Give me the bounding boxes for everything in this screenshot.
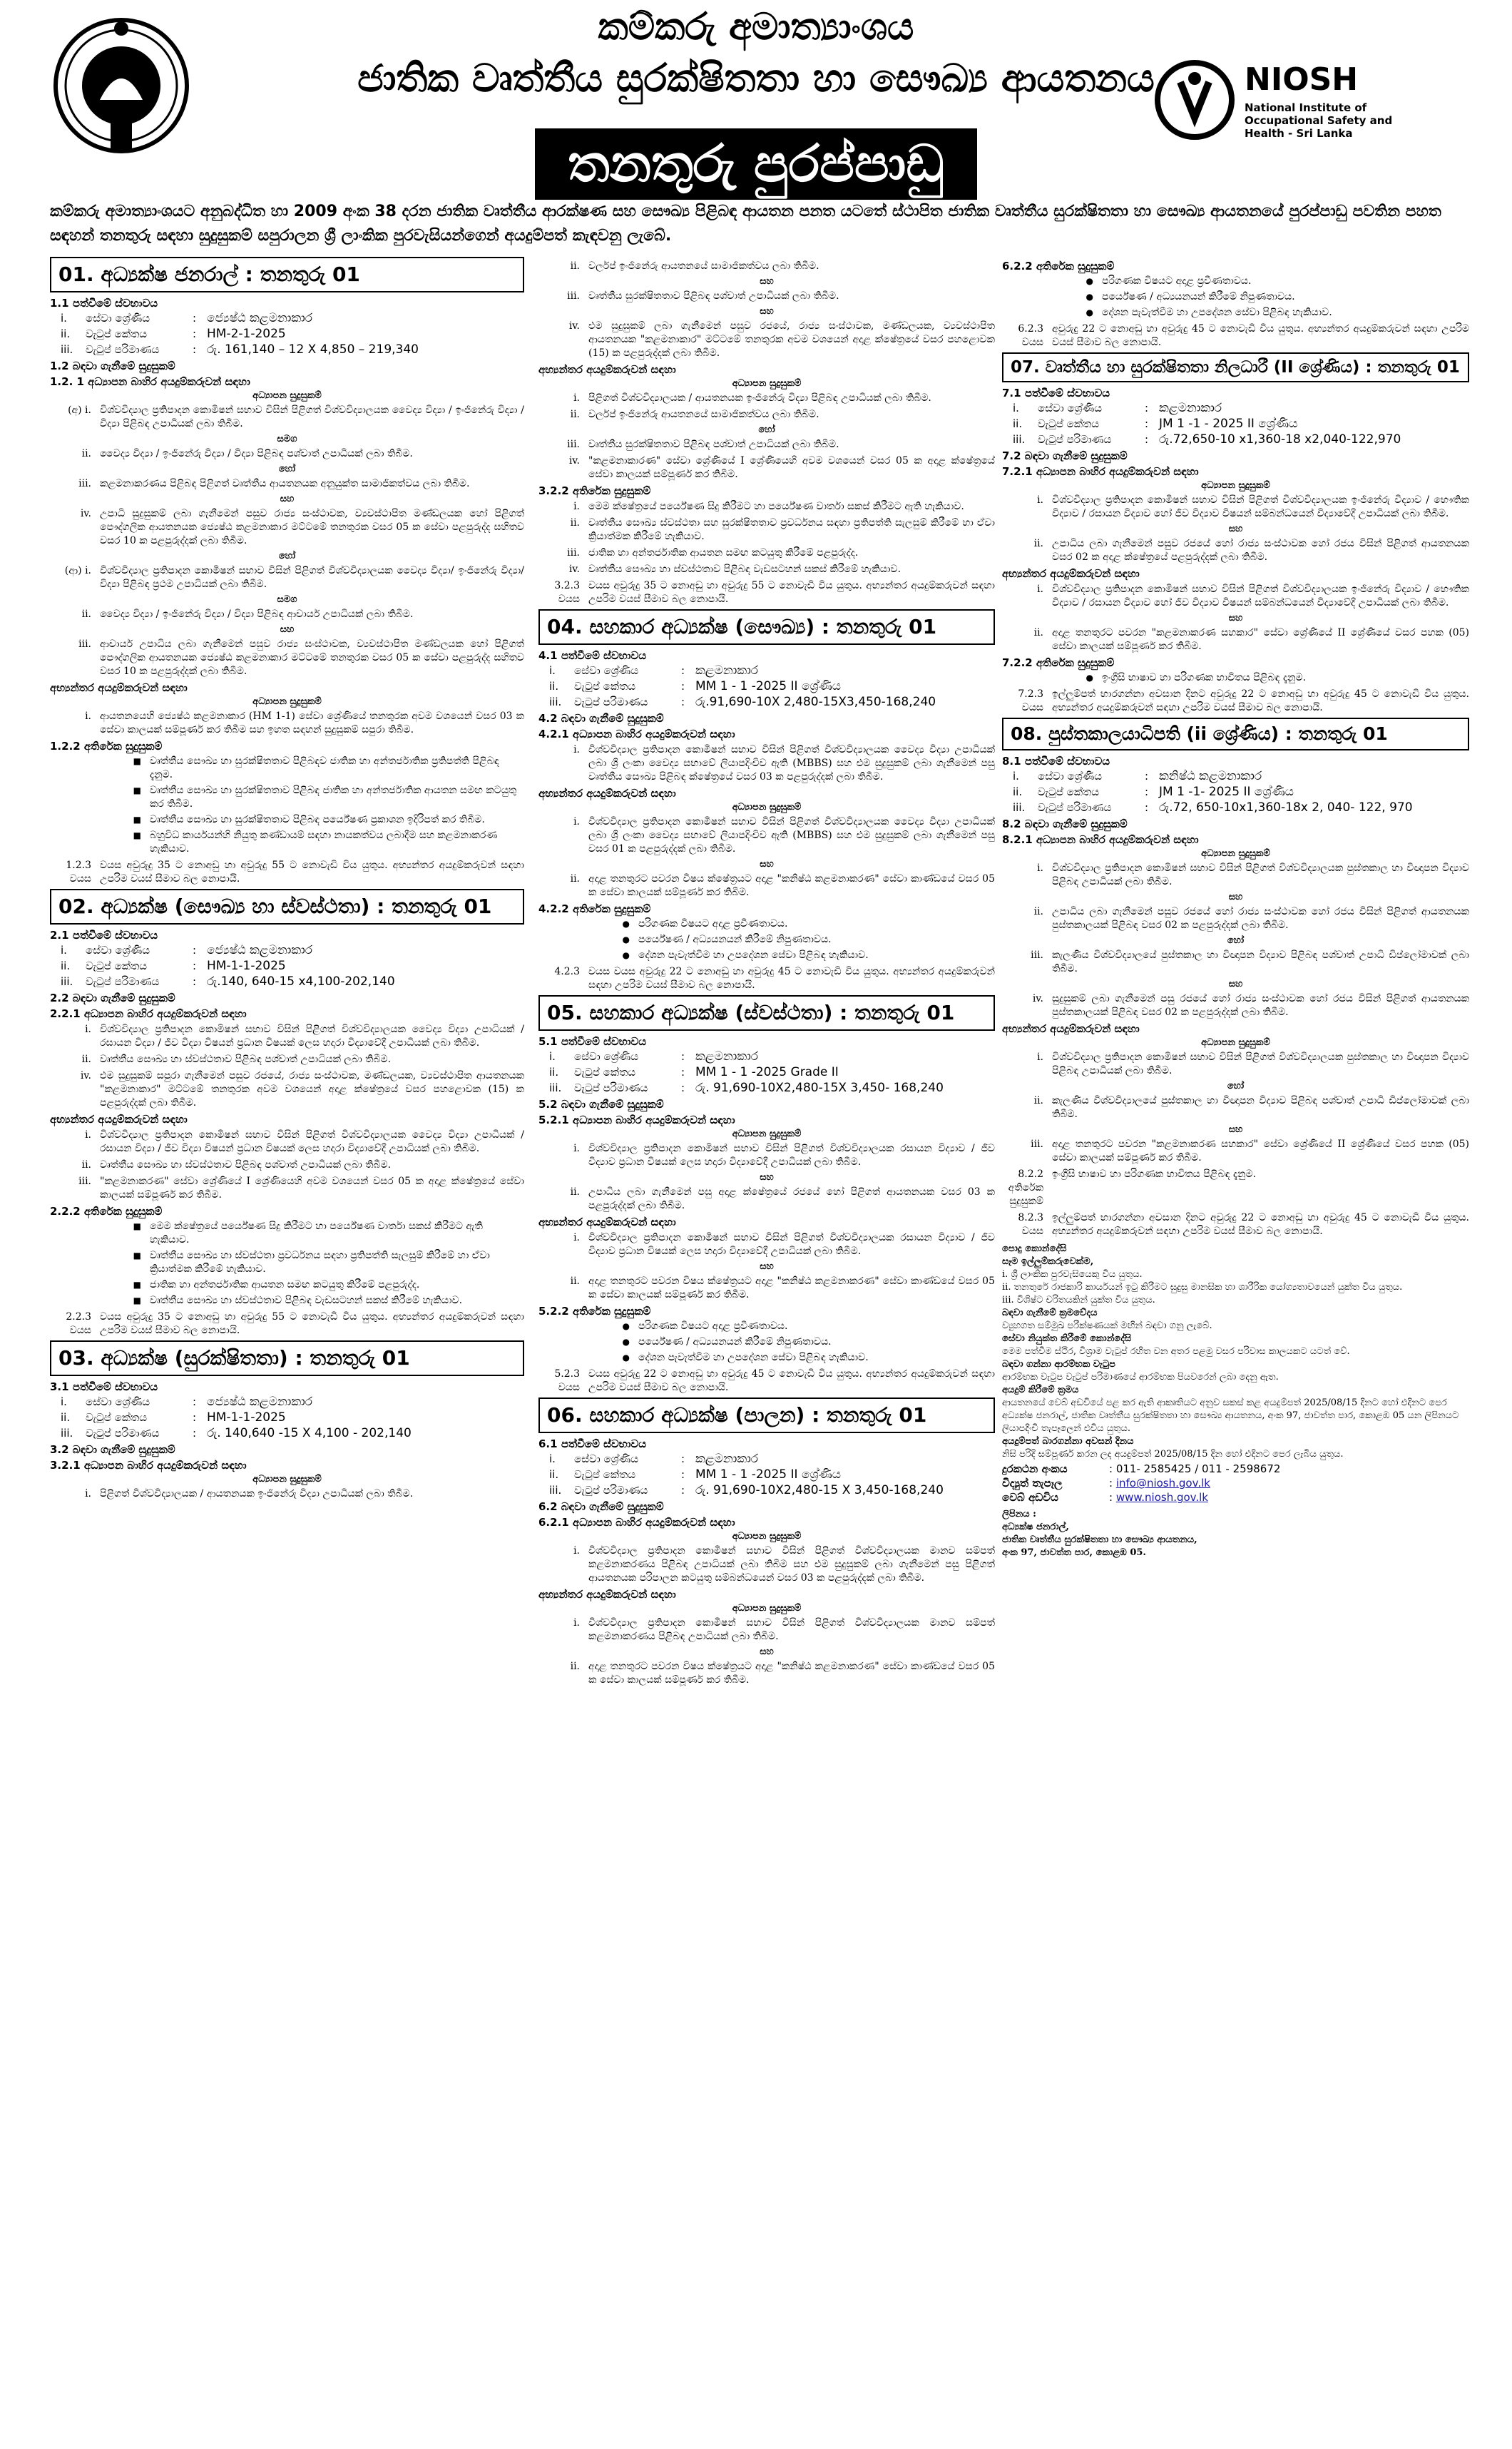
niosh-logo [1152,57,1423,150]
email-link[interactable]: info@niosh.gov.lk [1115,1477,1210,1490]
address-block [1002,1508,1469,1559]
sub-label: 1.2. 1 අධ්‍යාපන බාහිර අයදුම්කරුවන් සඳහා [50,375,250,388]
age-row: 4.2.3 වයස වයස අවුරුදු 22 ට නොඅඩු හා අවුරුදු 45 ට නොවැඩි විය යුතුය. අභ්‍යන්තර අයදුම්කරුවන් සඳහා උපරිම වයස් සීමාව බල නොපායි. [554,966,995,991]
sub-heading: අධ්‍යාපන සුදුසුකම් [1201,848,1270,859]
contact-phone: දුරකථන අංකය : 011- 2585425 / 011 - 2598672 [1002,1462,1281,1475]
list-item: ■ වෘත්තීය සෞඛ්‍ය හා ස්වස්ථතා ප්‍රවර්ධනය සඳහා ප්‍රතිපත්ති සැලසුම් කිරීමේ හා ඒවා ක්‍රියාත්මක කිරීමේ හැකියාව. [133,1250,490,1275]
list-item: iii. අදාළ තනතුරට පවරන "කළමනාකරණ සහකාර" සේවා ශ්‍රේණියේ II ශ්‍රේණියේ වසර පහක (05) සේවා කාලයක් සම්පූර්ණ කර තිබීම. [1031,1139,1469,1164]
list-item: i. ආයතනයෙහි ජ්‍යෙෂ්ඨ කළමනාකාර (HM 1-1) සේවා ශ්‍රේණියේ තනතුරක අවම වශයෙන් වසර 03 ක සේවා කාලයක් සම්පූර්ණ කර තිබීම සහ ඉහත සඳහන් සුදුසුකම් සපුරා තිබීම. [85,711,524,735]
sub-label: 8.1 පත්වීමේ ස්වභාවය [1002,755,1110,768]
list-item: ii. උපාධිය ලබා ගැනීමෙන් පසුව රජයේ හෝ රාජ්‍ය සංස්ථාවක හෝ රජය විසින් පිළිගත් ආයතනයක පුස්තකාලයක් පිළිබඳ වසර 02 ක පළපුරුද්දක් ලබා තිබීම. [1033,906,1469,931]
sub-label: 7.2 බඳවා ගැනීමේ සුදුසුකම් [1002,449,1128,462]
how-heading: අයදුම් කිරීමේ ක්‍රමය [1002,1385,1079,1395]
sub-label: 2.2 බඳවා ගැනීමේ සුදුසුකම් [50,992,175,1004]
sub-label: 6.2.1 අධ්‍යාපන බාහිර අයදුම්කරුවන් සඳහා [538,1516,735,1529]
list-item: i. විශ්වවිද්‍යාල ප්‍රතිපාදන කොමිෂන් සභාව විසින් පිළිගත් විශ්වවිද්‍යාලයක මානව සම්පත් කළමනාකරණය පිළිබඳ උපාධියක් ලබා තිබීම. [573,1617,995,1642]
list-item: i. විශ්වවිද්‍යාල ප්‍රතිපාදන කොමිෂන් සභාව විසින් පිළිගත් විශ්වවිද්‍යාලයක වෛද්‍ය විද්‍යා උපාධියක් ලබා ශ්‍රී ලංකා වෛද්‍ය සභාවේ ලියාපදිංචිව ඇති (MBBS) සහ එම සුදුසුකම් ලබා ගැනීමෙන් පසු වසර 01 ක පළපුරුද්දක් ලබා තිබීම. [573,816,995,855]
sub-label: අභ්‍යන්තර අයදුම්කරුවන් සඳහා [538,1588,676,1601]
connector: සහ [760,306,774,317]
age-row: 3.2.3 වයස වයස අවුරුදු 35 ට නොඅඩු හා අවුරුදු 55 ට නොවැඩි විය යුතුය. අභ්‍යන්තර අයදුම්කරුවන් සඳහා උපරිම වයස් සීමාව බල නොපායි. [554,580,995,605]
sub-label: 4.2 බඳවා ගැනීමේ සුදුසුකම් [538,712,664,725]
sub-label: 4.2.2 අතිරේක සුදුසුකම් [538,902,651,915]
list-item: ● පර්යේෂණ / අධ්‍යයනයන් කිරීමේ නිපුණතාවය. [622,934,832,945]
sub-label: 1.2 බඳවා ගැනීමේ සුදුසුකම් [50,360,175,372]
salary-heading: බඳවා ගන්නා ආරම්භක වැටුප [1002,1359,1115,1370]
table-row: ii. වැටුප් කේතය : HM-2-1-2025 [61,327,286,341]
table-row: ii. වැටුප් කේතය : JM 1 -1 - 2025 II ශ්‍රේණිය [1013,417,1298,431]
table-row: ii. වැටුප් කේතය : HM-1-1-2025 [61,1410,286,1425]
list-item: ● දේශන පැවැත්වීම හා උපදේශන සේවා පිළිබඳ හැකියාව. [1086,307,1332,318]
sub-label: අභ්‍යන්තර අයදුම්කරුවන් සඳහා [1002,1022,1140,1035]
list-item: i. විශ්වවිද්‍යාල ප්‍රතිපාදන කොමිෂන් සභාව විසින් පිළිගත් විශ්වවිද්‍යාලයක වෛද්‍ය විද්‍යා උපාධියක් / රසායන විද්‍යා / ජීව විද්‍යා විෂයන් ප්‍රධාන විෂයක් ලෙස හදාරා විද්‍යාවේදී උපාධියක් ලබා තිබීම. [85,1129,524,1154]
page-title: තනතුරු පුරප්පාඩු [535,128,977,200]
list-item: i. පිළිගත් විශ්වවිද්‍යාලයක / ආයතනයක ඉංජිනේරු විද්‍යා පිළිබඳ උපාධියක් ලබා තිබීම. [573,392,931,404]
table-row: ii. වැටුප් කේතය : JM 1 -1- 2025 II ශ්‍රේණිය [1013,785,1294,799]
connector: සහ [1228,892,1243,902]
list-item: ii. අදාළ තනතුරට පවරන විෂය ක්ෂේත්‍රයට අදාළ "කනිෂ්ඨ කළමනාකරණ" සේවා කාණ්ඩයේ වසර 05 ක සේවා කාලයක් සම්පූර්ණ කර තිබීම. [570,1276,995,1300]
connector: සහ [760,1646,774,1657]
list-item: i. මෙම ක්ෂේත්‍රයේ පර්යේෂණ සිදු කිරීමට හා පර්යේෂණ වාර්තා සකස් කිරීමට ඇති හැකියාව. [573,501,964,512]
list-item: ii. වෘත්තීය සෞඛ්‍ය හා ස්වස්ථතාව පිළිබඳ පශ්චාත් උපාධියක් ලබා තිබීම. [81,1159,392,1171]
sub-label: 3.2 බඳවා ගැනීමේ සුදුසුකම් [50,1443,175,1456]
contact-web: වෙබ් අඩවිය : www.niosh.gov.lk [1002,1491,1208,1504]
section-heading: 03. අධ්‍යක්ෂ (සුරක්ෂිතතා) : තනතුරු 01 [50,1340,524,1376]
list-item: ii. වෘත්තීය සෞඛ්‍ය හා ස්වස්ථතාව පිළිබඳ පශ්චාත් උපාධියක් ලබා තිබීම. [81,1054,392,1065]
section-heading: 05. සහකාර අධ්‍යක්ෂ (ස්වස්ථතා) : තනතුරු 01 [538,995,995,1031]
table-row: iii. වැටුප් පරිමාණය : රු.72, 650-10x1,360-18x 2, 040- 122, 970 [1013,800,1413,815]
sub-label: අභ්‍යන්තර අයදුම්කරුවන් සඳහා [538,363,676,376]
list-item: i. විශ්වවිද්‍යාල ප්‍රතිපාදන කොමිෂන් සභාව විසින් පිළිගත් විශ්වවිද්‍යාලයක වෛද්‍ය විද්‍යා උපාධියක් / රසායන විද්‍යා / ජීව විද්‍යා විෂයන් ප්‍රධාන විෂයක් ලෙස හදාරා විද්‍යාවේදී උපාධියක් ලබා තිබීම. [85,1024,524,1049]
list-item: ● පර්යේෂණ / අධ්‍යයනයන් කිරීමේ නිපුණතාවය. [1086,291,1295,302]
sub-heading: අධ්‍යාපන සුදුසුකම් [732,1603,802,1614]
connector: සහ [760,1261,774,1272]
address-line: ජාතික වෘත්තීය සුරක්ෂිතතා හා සෞඛ්‍ය ආයතනය, [1002,1534,1197,1545]
how-text: ආයතනයේ වෙබ් අඩවියේ පළ කර ඇති ආකෘතියට අනුව සකස් කළ අයදුම්පත් 2025/08/15 දිනට හෝ එදිනට පෙර අධ්‍යක්ෂ ජනරාල්, ජාතික වෘත්තීය සුරක්ෂිතතා හා සෞඛ්‍ය ආයතනය, අංක 97, ජාවත්ත පාර, කොළඹ 05 යන ලිපිනයට ලියාපදිංචි තැපෑලෙන් එවිය යුතුය. [1002,1397,1459,1434]
list-item: iv. වෘත්තීය සෞඛ්‍ය හා ස්වස්ථතාව පිළිබඳ වැඩසටහන් සකස් කිරීමේ හැකියාව. [568,564,901,575]
list-item: iii. ආචාර්ය උපාධිය ලබා ගැනීමෙන් පසුව රාජ්‍ය සංස්ථාවක, ව්‍යවස්ථාපිත මණ්ඩලයක හෝ පිළිගත් පෞද්ගලික ආයතනයක ජ්‍යෙෂ්ඨ කළමනාකාර මට්ටමේ තනතුරක වසර 05 ක සේවා පළපුරුද්ද සහිතව වසර 10 ක පළපුරුද්දක් ලබා තිබීම. [78,638,524,677]
connector: හෝ [1227,1081,1245,1091]
sub-label: 4.1 පත්වීමේ ස්වභාවය [538,649,647,662]
table-row: ii. වැටුප් කේතය : MM 1 - 1 -2025 Grade II [549,1065,839,1079]
sub-heading: අධ්‍යාපන සුදුසුකම් [732,1129,802,1139]
table-row: iii. වැටුප් පරිමාණය : රු. 161,140 – 12 X 4,850 – 219,340 [61,342,419,357]
age-row: 8.2.3 වයස ඉල්ලුම්පත් භාරගන්නා අවසාන දිනට අවුරුදු 22 ට නොඅඩු හා අවුරුදු 45 ට නොවැඩි විය යුතුය. අභ්‍යන්තර අයදුම්කරුවන් සඳහා උපරිම වයස් සීමාව බල නොපායි. [1018,1212,1469,1237]
list-item: iii. වෘත්තීය සුරක්ෂිතතාව පිළිබඳ පශ්චාත් උපාධියක් ලබා තිබීම. [567,439,839,450]
list-item: ● පර්යේෂණ / අධ්‍යයනයන් කිරීමේ නිපුණතාවය. [622,1336,832,1348]
list-item: ■ වෘත්තීය සෞඛ්‍ය හා සුරක්ෂිතතාව පිළිබඳව ජාතික හා අන්තර්ජාතික ප්‍රතිපත්ති පිළිබඳ දැනුම. [133,755,499,780]
sub-label: 5.2.2 අතිරේක සුදුසුකම් [538,1305,651,1318]
sub-label: අභ්‍යන්තර අයදුම්කරුවන් සඳහා [1002,567,1140,580]
table-row: i. සේවා ශ්‍රේණිය : ජ්‍යෙෂ්ඨ කළමනාකාර [61,943,313,957]
table-row: iii. වැටුප් පරිමාණය : රු. 91,690-10X2,480-15 X 3,450-168,240 [549,1483,944,1497]
list-item: ■ වෘත්තීය සෞඛ්‍ය හා ස්වස්ථතාව පිළිබඳ වැඩසටහන් සකස් කිරීමේ හැකියාව. [133,1295,463,1306]
list-item: ii. වෘත්තීය සෞඛ්‍ය ස්වස්ථතා සහ සුරක්ෂිතතාව ප්‍රවර්ධනය සඳහා ප්‍රතිපත්ති සැලසුම් කිරීමේ හා ඒවා ක්‍රියාත්මක කිරීමේ හැකියාව. [570,517,995,542]
conditions-heading: පොදු කොන්දේසි [1002,1243,1067,1254]
connector: සමග [277,594,297,605]
connector: සහ [760,859,774,870]
sub-label: 6.2 බඳවා ගැනීමේ සුදුසුකම් [538,1500,664,1513]
list-item: iv. එම සුදුසුකම් සපුරා ගැනීමෙන් පසුව රජයේ, රාජ්‍ය සංස්ථාවක, මණ්ඩලයක, ව්‍යවස්ථාපිත ආයතනයක "කළමනාකාර" මට්ටමේ තනතුරක අවම වශයෙන් අදාළ ක්ෂේත්‍රයේ වසර පහළොවක (15) ක පළපුරුද්දක් ලබා තිබීම. [80,1070,524,1109]
list-item: ● ඉංග්‍රීසි භාෂාව හා පරිගණක භාවිතය පිළිබඳ දැනුම. [1086,672,1307,683]
list-item: iv. එම සුදුසුකම් ලබා ගැනීමෙන් පසුව රජයේ, රාජ්‍ය සංස්ථාවක, මණ්ඩලයක, ව්‍යවස්ථාපිත ආයතනයක "කළමනාකාර" මට්ටමේ තනතුරක අවම වශයෙන් අදාළ ක්ෂේත්‍රයේ වසර පහළොවක (15) ක පළපුරුද්දක් ලබා තිබීම. [568,320,995,359]
list-item: ● පරිගණක විෂයට අදාළ ප්‍රවීණතාවය. [622,918,788,930]
connector: සහ [1228,524,1243,534]
intro-text: කම්කරු අමාත්‍යාංශයට අනුබද්ධිත හා 2009 අංක 38 දරන ජාතික වෘත්තීය ආරක්ෂණ සහ සෞඛ්‍ය පිළිබඳ ආයතන පනත යටතේ ස්ථාපිත ජාතික වෘත්තීය සුරක්ෂිතතා හා සෞඛ්‍ය ආයතනයේ පුරප්පාඩු පවතින පහත සඳහන් තනතුරු සඳහා සුදුසුකම් සපුරාලන ශ්‍රී ලාංකික පුරවැසියන්ගෙන් අයදුම්පත් කැඳවනු ලැබේ. [50,203,1441,245]
table-row: iii. වැටුප් පරිමාණය : රු.140, 640-15 x4,100-202,140 [61,974,395,989]
connector: හෝ [278,464,296,474]
deadline-text: නිසි පරිදි සම්පූර්ණ කරන ලද අයදුම්පත් 2025/08/15 දින හෝ එදිනට පෙර ලැබිය යුතුය. [1002,1449,1344,1460]
connector: සහ [280,624,295,635]
table-row: i. සේවා ශ්‍රේණිය : කළමනාකාර [549,1452,759,1466]
list-item: i. විශ්වවිද්‍යාල ප්‍රතිපාදන කොමිෂන් සභාව විසින් පිළිගත් විශ්වවිද්‍යාලයක වෛද්‍ය විද්‍යා උපාධියක් ලබා ශ්‍රී ලංකා වෛද්‍ය සභාවේ ලියාපදිංචිව ඇති (MBBS) සහ එම සුදුසුකම් ලබා ගැනීමෙන් පසු වෘත්තීය සෞඛ්‍ය පිළිබඳ ක්ෂේත්‍රයේ වසර 03 ක පළපුරුද්දක් ලබා තිබීම. [573,744,995,783]
table-row: i. සේවා ශ්‍රේණිය : කළමනාකාර [549,1049,759,1064]
list-item: ● දේශන පැවැත්වීම හා උපදේශන සේවා පිළිබඳ හැකියාව. [622,1352,869,1363]
method-text: ව්‍යුහගත සම්මුඛ පරීක්ෂණයක් මඟින් බඳවා ගනු ලැබේ. [1002,1320,1212,1331]
list-item: i. විශ්වවිද්‍යාල ප්‍රතිපාදන කොමිෂන් සභාව විසින් පිළිගත් විශ්වවිද්‍යාලයක රසායන විද්‍යාව / ජීව විද්‍යාව ප්‍රධාන විෂයක් ලෙස හදාරා විද්‍යාවේදී උපාධියක් ලබා තිබීම. [573,1143,995,1168]
list-item: 8.2.2 අතිරේක සුදුසුකම් ඉංග්‍රීසි භාෂාව හා පරිගණක භාවිතය පිළිබඳ දැනුම. [1008,1169,1257,1207]
sub-label: 5.2 බඳවා ගැනීමේ සුදුසුකම් [538,1098,664,1111]
list-item: iii. විශිෂ්ට චරිතයකින් යුක්ත විය යුතුය. [1002,1295,1155,1305]
connector: සහ [280,494,295,504]
address-line: අංක 97, ජාවත්ත පාර, කොළඹ 05. [1002,1547,1146,1558]
table-row: i. සේවා ශ්‍රේණිය : ජ්‍යෙෂ්ඨ කළමනාකාර [61,311,313,325]
list-item: ii. කැලණිය විශ්වවිද්‍යාලයේ පුස්තකාල හා විඥාපන විද්‍යාව පිළිබඳ පශ්චාත් උපාධි ඩිප්ලෝමාවක් ලබා තිබීම. [1033,1095,1469,1120]
table-row: i. සේවා ශ්‍රේණිය : ජ්‍යෙෂ්ඨ කළමනාකාර [61,1395,313,1409]
section-heading: 07. වෘත්තීය හා සුරක්ෂිතතා නිලධාරී (II ශ්‍රේණිය) : තනතුරු 01 [1002,352,1469,382]
salary-text: ආරම්භක වැටුප වැටුප් පරිමාණයේ ආරම්භක පියවරෙන් ලබා දෙනු ඇත. [1002,1372,1279,1383]
list-item: iv. සුදුසුකම් ලබා ගැනීමෙන් පසු රජයේ හෝ රාජ්‍ය සංස්ථාවක හෝ රජය විසින් පිළිගත් ආයතනයක පුස්තකාලයක් පිළිබඳ වසර 02 ක පළපුරුද්දක් ලබා තිබීම. [1032,993,1469,1018]
ministry-name: කම්කරු අමාත්‍යාංශය [598,6,914,49]
list-item: ● දේශන පැවැත්වීම හා උපදේශන සේවා පිළිබඳ හැකියාව. [622,949,869,961]
connector: හෝ [758,424,775,435]
eligible-heading: සෑම ඉල්ලුම්කරුවෙක්ම, [1002,1256,1094,1267]
sub-heading: අධ්‍යාපන සුදුසුකම් [732,802,802,813]
website-link[interactable]: www.niosh.gov.lk [1115,1491,1208,1504]
list-item: ■ ජාතික හා අන්තර්ජාතික ආයතන සමඟ කටයුතු කිරීමේ පළපුරුද්ද. [133,1279,420,1290]
table-row: ii. වැටුප් කේතය : HM-1-1-2025 [61,959,286,973]
list-item: ii. උපාධිය ලබා ගැනීමෙන් පසුව රජයේ හෝ රාජ්‍ය සංස්ථාවක හෝ රජය විසින් පිළිගත් ආයතනයක වසර 02 ක අදාළ ක්ෂේත්‍රයේ පළපුරුද්දක් ලබා තිබීම. [1033,538,1469,563]
sub-label: 3.2.2 අතිරේක සුදුසුකම් [538,484,651,497]
address-label: ලිපිනය : [1002,1509,1036,1519]
section-heading: 04. සහකාර අධ්‍යක්ෂ (සෞඛ්‍ය) : තනතුරු 01 [538,609,995,645]
list-item: ii. වෛද්‍ය විද්‍යා / ඉංජිනේරු විද්‍යා / විද්‍යා පිළිබඳ පශ්චාත් උපාධියක් ලබා තිබීම. [81,448,413,459]
sub-label: 2.2.1 අධ්‍යාපන බාහිර අයදුම්කරුවන් සඳහා [50,1007,247,1020]
list-item: iv. උපාධි සුදුසුකම් ලබා ගැනීමෙන් පසුව රාජ්‍ය සංස්ථාවක, ව්‍යවස්ථාපිත මණ්ඩලයක හෝ පිළිගත් පෞද්ගලික ආයතනයක ජ්‍යෙෂ්ඨ කළමනාකාර මට්ටමේ තනතුරක වසර 05 ක සේවා පළපුරුද්ද සහිතව වසර 10 ක පළපුරුද්දක් ලබා තිබීම. [80,508,524,546]
sub-label: 6.2.2 අතිරේක සුදුසුකම් [1002,260,1115,273]
sub-label: 7.1 පත්වීමේ ස්වභාවය [1002,387,1110,399]
table-row: i. සේවා ශ්‍රේණිය : කනිෂ්ඨ කළමනාකාර [1013,769,1262,783]
list-item: (අ) i. විශ්වවිද්‍යාල ප්‍රතිපාදන කොමිෂන් සභාව විසින් පිළිගත් විශ්වවිද්‍යාලයක වෛද්‍ය විද්‍යා / ඉංජිනේරු විද්‍යා / විද්‍යා පිළිබඳ උපාධියක් ලබා තිබීම. [68,404,524,429]
section-heading: 08. පුස්තකාලයාධිපති (ii ශ්‍රේණිය) : තනතුරු 01 [1002,718,1469,750]
list-item: ■ වෘත්තීය සෞඛ්‍ය හා සුරක්ෂිතතාව පිළිබඳ පර්යේෂණ ප්‍රකාශන ඉදිරිපත් කර තිබීම. [133,814,485,825]
sub-label: 2.2.2 අතිරේක සුදුසුකම් [50,1205,163,1218]
list-item: ii. වර්ලප් ඉංජිනේරු ආයතනයේ සාමාජිකත්වය ලබා තිබීම. [570,260,819,272]
sub-label: 5.2.1 අධ්‍යාපන බාහිර අයදුම්කරුවන් සඳහා [538,1114,735,1126]
sub-label: 1.2.2 අතිරේක සුදුසුකම් [50,740,163,753]
connector: සහ [760,1172,774,1183]
connector: සහ [760,276,774,287]
sub-label: අභ්‍යන්තර අයදුම්කරුවන් සඳහා [538,1216,676,1228]
sub-label: 2.1 පත්වීමේ ස්වභාවය [50,929,158,942]
table-row: iii. වැටුප් පරිමාණය : රු.91,690-10X 2,480-15X3,450-168,240 [549,695,936,709]
list-item: iii. කළමනාකරණය පිළිබඳ පිළිගත් වෘත්තීය ආයතනයක අනුයුක්ත සාමාජිකත්වය ලබා තිබීම. [78,478,470,489]
general-conditions [1002,1243,1469,1461]
column-middle [538,257,995,1690]
list-item: ii. තනතුරේ රාජකාරි කාර්යයන් ඉටු කිරීමට සුදුසු මානසික හා ශාරීරික යෝග්‍යතාවයෙන් යුක්ත විය යුතුය. [1002,1282,1403,1293]
sub-label: 4.2.1 අධ්‍යාපන බාහිර අයදුම්කරුවන් සඳහා [538,728,735,740]
address-line: අධ්‍යක්ෂ ජනරාල්, [1002,1522,1069,1532]
list-item: ■ මෙම ක්ෂේත්‍රයේ පර්යේෂණ සිදු කිරීමට හා පර්යේෂණ වාර්තා සකස් කිරීමට ඇති හැකියාව. [133,1221,483,1246]
list-item: i. විශ්වවිද්‍යාල ප්‍රතිපාදන කොමිෂන් සභාව විසින් පිළිගත් විශ්වවිද්‍යාලයක ඉංජිනේරු විද්‍යාව / භෞතික විද්‍යාව / රසායන විද්‍යාව හෝ ජීව විද්‍යාව විෂයන් සම්බන්ධයෙන් විද්‍යාවේදී උපාධියක් ලබා තිබීම. [1037,494,1469,519]
institute-name: ජාතික වෘත්තීය සුරක්ෂිතතා හා සෞඛ්‍ය ආයතනය [357,56,1155,101]
sub-label: අභ්‍යන්තර අයදුම්කරුවන් සඳහා [50,1113,188,1126]
connector: සහ [1228,613,1243,623]
list-item: ● පරිගණක විෂයට අදාළ ප්‍රවීණතාවය. [622,1320,788,1332]
table-row: iii. වැටුප් පරිමාණය : රු. 140,640 -15 X 4,100 - 202,140 [61,1426,412,1440]
sub-heading: අධ්‍යාපන සුදුසුකම් [1201,480,1270,491]
list-item: ii. වර්ලප් ඉංජිනේරු ආයතනයේ සාමාජිකත්වය ලබා තිබීම. [570,409,819,420]
list-item: i. විශ්වවිද්‍යාල ප්‍රතිපාදන කොමිෂන් සභාව විසින් පිළිගත් විශ්වවිද්‍යාලයක ඉංජිනේරු විද්‍යාව / භෞතික විද්‍යාව / රසායන විද්‍යාව හෝ ජීව විද්‍යාව විෂයන් සම්බන්ධයෙන් විද්‍යාවේදී උපාධියක් ලබා තිබීම. [1037,584,1469,609]
page-header [0,0,1512,207]
connector: හෝ [278,551,296,561]
list-item: i. විශ්වවිද්‍යාල ප්‍රතිපාදන කොමිෂන් සභාව විසින් පිළිගත් විශ්වවිද්‍යාලයක මානව සම්පත් කළමනාකරණය පිළිබඳ උපාධියක් ලබා තිබීම සහ එම සුදුසුකම් ලබා ගැනීමෙන් පසු පිළිගත් ආයතනයක පරිපාලන කටයුතු සම්බන්ධයෙන් වසර 03 ක පළපුරුද්දක් ලබා තිබීම. [573,1545,995,1584]
sub-label: 8.2.1 අධ්‍යාපන බාහිර අයදුම්කරුවන් සඳහා [1002,833,1199,846]
table-row: ii. වැටුප් කේතය : MM 1 - 1 -2025 II ශ්‍රේණිය [549,679,841,693]
contact-email: විද්‍යුත් තැපෑල : info@niosh.gov.lk [1002,1477,1210,1490]
sub-label: අභ්‍යන්තර අයදුම්කරුවන් සඳහා [538,787,676,800]
sub-label: 5.1 පත්වීමේ ස්වභාවය [538,1035,647,1048]
age-row: 2.2.3 වයස වයස අවුරුදු 35 ට නොඅඩු හා අවුරුදු 55 ට නොවැඩි විය යුතුය. අභ්‍යන්තර අයදුම්කරුවන් සඳහා උපරිම වයස් සීමාව බල නොපායි. [66,1311,524,1336]
sub-heading: අධ්‍යාපන සුදුසුකම් [252,1474,322,1485]
section-heading: 01. අධ්‍යක්ෂ ජනරාල් : තනතුරු 01 [50,257,524,292]
niosh-fullname: National Institute of Occupational Safety and Health - Sri Lanka [1245,101,1393,140]
list-item: ii. අදාළ තනතුරට පවරන විෂය ක්ෂේත්‍රයට අදාළ "කනිෂ්ඨ කළමනාකරණ" සේවා කාණ්ඩයේ වසර 05 ක සේවා කාලයක් සම්පූර්ණ කර තිබීම. [570,873,995,898]
niosh-name: NIOSH [1245,61,1359,98]
table-row: iii. වැටුප් පරිමාණය : රු.72,650-10 x1,360-18 x2,040-122,970 [1013,432,1401,447]
sub-label: 7.2.2 අතිරේක සුදුසුකම් [1002,656,1115,669]
sub-label: 8.2 බඳවා ගැනීමේ සුදුසුකම් [1002,818,1128,830]
list-item: iii. කැලණිය විශ්වවිද්‍යාලයේ පුස්තකාල හා විඥාපන විද්‍යාව පිළිබඳ පශ්චාත් උපාධි ඩිප්ලෝමාවක් ලබා තිබීම. [1031,949,1469,974]
list-item: iv. "කළමනාකාරණ" සේවා ශ්‍රේණියේ I ශ්‍රේණියෙහි අවම වශයෙන් වසර 05 ක අදාළ ක්ෂේත්‍රයේ සේවා කාලයක් සම්පූර්ණ කර තිබීම. [568,455,995,480]
list-item: i. විශ්වවිද්‍යාල ප්‍රතිපාදන කොමිෂන් සභාව විසින් පිළිගත් විශ්වවිද්‍යාලයක පුස්තකාල හා විඥාපන විද්‍යාව පිළිබඳ උපාධියක් ලබා තිබීම. [1037,1052,1469,1076]
sub-label: 1.1 පත්වීමේ ස්වභාවය [50,297,158,310]
sub-heading: අධ්‍යාපන සුදුසුකම් [1201,1037,1270,1048]
connector: සහ [1228,979,1243,989]
sub-label: 3.2.1 අධ්‍යාපන බාහිර අයදුම්කරුවන් සඳහා [50,1459,247,1472]
list-item: i. විශ්වවිද්‍යාල ප්‍රතිපාදන කොමිෂන් සභාව විසින් පිළිගත් විශ්වවිද්‍යාලයක රසායන විද්‍යාව / ජීව විද්‍යාව ප්‍රධාන විෂයක් ලෙස හදාරා විද්‍යාවේදී උපාධියක් ලබා තිබීම. [573,1232,995,1257]
list-item: i. විශ්වවිද්‍යාල ප්‍රතිපාදන කොමිෂන් සභාව විසින් පිළිගත් විශ්වවිද්‍යාලයක පුස්තකාල හා විඥාපන විද්‍යාව පිළිබඳ උපාධියක් ලබා තිබීම. [1037,862,1469,887]
sub-heading: අධ්‍යාපන සුදුසුකම් [252,696,322,707]
section-heading: 02. අධ්‍යක්ෂ (සෞඛ්‍ය හා ස්වස්ථතා) : තනතුරු 01 [50,889,524,925]
deadline-heading: අයදුම්පත් බාරගන්නා අවසන් දිනය [1002,1436,1134,1447]
connector: සහ [1228,1124,1243,1135]
list-item: iii. වෘත්තීය සුරක්ෂිතතාව පිළිබඳ පශ්චාත් උපාධියක් ලබා තිබීම. [567,290,839,302]
sub-label: 7.2.1 අධ්‍යාපන බාහිර අයදුම්කරුවන් සඳහා [1002,465,1199,478]
list-item: ii. වෛද්‍ය විද්‍යා / ඉංජිනේරු විද්‍යා / විද්‍යා පිළිබඳ ආචාර්ය උපාධියක් ලබා තිබීම. [81,609,414,620]
age-row: 6.2.3 වයස අවුරුදු 22 ට නොඅඩු හා අවුරුදු 45 ට නොවැඩි විය යුතුය. අභ්‍යන්තර අයදුම්කරුවන් සඳහා උපරිම වයස් සීමාව බල නොපායි. [1018,323,1469,348]
list-item: ii. අදාළ තනතුරට පවරන "කළමනාකරණ සහකාර" සේවා ශ්‍රේණියේ II ශ්‍රේණියේ වසර පහක (05) සේවා කාලයක් සම්පූර්ණ කර තිබීම. [1033,627,1469,652]
table-row: i. සේවා ශ්‍රේණිය : කළමනාකාර [1013,401,1222,415]
table-row: iii. වැටුප් පරිමාණය : රු. 91,690-10X2,480-15X 3,450- 168,240 [549,1081,944,1095]
age-row: 5.2.3 වයස වයස අවුරුදු 22 ට නොඅඩු හා අවුරුදු 45 ට නොවැඩි විය යුතුය. අභ්‍යන්තර අයදුම්කරුවන් සඳහා උපරිම වයස් සීමාව බල නොපායි. [554,1368,995,1393]
table-row: i. සේවා ශ්‍රේණිය : කළමනාකාර [549,663,759,678]
service-text: මෙම පත්වීම ස්ථිර, විශ්‍රාම වැටුප් රහිත වන අතර පළමු වසර පරිවාස කාලයකට යටත් වේ. [1002,1346,1350,1357]
age-row: 1.2.3 වයස වයස අවුරුදු 35 ට නොඅඩු හා අවුරුදු 55 ට නොවැඩි විය යුතුය. අභ්‍යන්තර අයදුම්කරුවන් සඳහා උපරිම වයස් සීමාව බල නොපායි. [66,860,524,885]
sub-label: අභ්‍යන්තර අයදුම්කරුවන් සඳහා [50,681,188,694]
connector: සමග [277,434,297,444]
list-item: ■ බහුවිධ කාර්යයන්හි නියුතු කණ්ඩායම් සඳහා නායකත්වය ලබාදීම සහ කළමනාකරණ හැකියාව. [133,830,498,855]
list-item: ii. අදාළ තනතුරට පවරන විෂය ක්ෂේත්‍රයට අදාළ "කනිෂ්ඨ කළමනාකරණ" සේවා කාණ්ඩයේ වසර 05 ක සේවා කාලයක් සම්පූර්ණ කර තිබීම. [570,1661,995,1686]
sub-heading: අධ්‍යාපන සුදුසුකම් [252,390,322,401]
age-row: 7.2.3 වයස ඉල්ලුම්පත් භාරගන්නා අවසාන දිනට අවුරුදු 22 ට නොඅඩු හා අවුරුදු 45 ට නොවැඩි විය යුතුය. අභ්‍යන්තර අයදුම්කරුවන් සඳහා උපරිම වයස් සීමාව බල නොපායි. [1018,688,1469,713]
sub-heading: අධ්‍යාපන සුදුසුකම් [732,378,802,389]
list-item: iii. ජාතික හා අන්තර්ජාතික ආයතන සමඟ කටයුතු කිරීමේ පළපුරුද්ද. [567,547,859,559]
list-item: i. ශ්‍රී ලාංකික පුරවැසියෙකු විය යුතුය. [1002,1269,1143,1280]
niosh-emblem-icon [1152,57,1237,143]
list-item: ii. උපාධිය ලබා ගැනීමෙන් පසු අදාළ ක්ෂේත්‍රයේ රජයේ හෝ පිළිගත් ආයතනයක වසර 03 ක පළපුරුද්දක් ලබා තිබීම. [570,1186,995,1211]
list-item: ● පරිගණක විෂයට අදාළ ප්‍රවීණතාවය. [1086,275,1252,287]
sub-label: 3.1 පත්වීමේ ස්වභාවය [50,1380,158,1393]
sub-label: 6.1 පත්වීමේ ස්වභාවය [538,1437,647,1450]
column-right [1002,257,1469,1559]
list-item: i. පිළිගත් විශ්වවිද්‍යාලයක / ආයතනයක ඉංජිනේරු විද්‍යා උපාධියක් ලබා තිබීම. [85,1488,414,1500]
table-row: ii. වැටුප් කේතය : MM 1 - 1 -2025 II ශ්‍රේණිය [549,1467,841,1482]
service-heading: සේවා නියුක්ත කිරීමේ කොන්දේසි [1002,1333,1132,1344]
sub-heading: අධ්‍යාපන සුදුසුකම් [732,1531,802,1542]
connector: හෝ [1227,935,1245,946]
list-item: (ආ) i. විශ්වවිද්‍යාල ප්‍රතිපාදන කොමිෂන් සභාව විසින් පිළිගත් විශ්වවිද්‍යාලයක වෛද්‍ය විද්‍යා/ ඉංජිනේරු විද්‍යා/ විද්‍යා පිළිබඳ ප්‍රථම උපාධියක් ලබා තිබීම. [64,565,524,590]
method-heading: බඳවා ගැනීමේ ක්‍රමවේදය [1002,1308,1098,1318]
list-item: ■ වෘත්තීය සෞඛ්‍ය හා සුරක්ෂිතතාව පිළිබඳ ජාතික හා අන්තර්ජාතික ආයතන සමඟ කටයුතු කර තිබීම. [133,785,517,810]
list-item: iii. "කළමනාකරණ" සේවා ශ්‍රේණියේ I ශ්‍රේණියෙහි අවම වශයෙන් වසර 05 ක අදාළ ක්ෂේත්‍රයේ සේවා කාලයක් සම්පූර්ණ කර තිබීම. [78,1176,524,1201]
column-left [50,257,524,1504]
section-heading: 06. සහකාර අධ්‍යක්ෂ (පාලන) : තනතුරු 01 [538,1397,995,1433]
